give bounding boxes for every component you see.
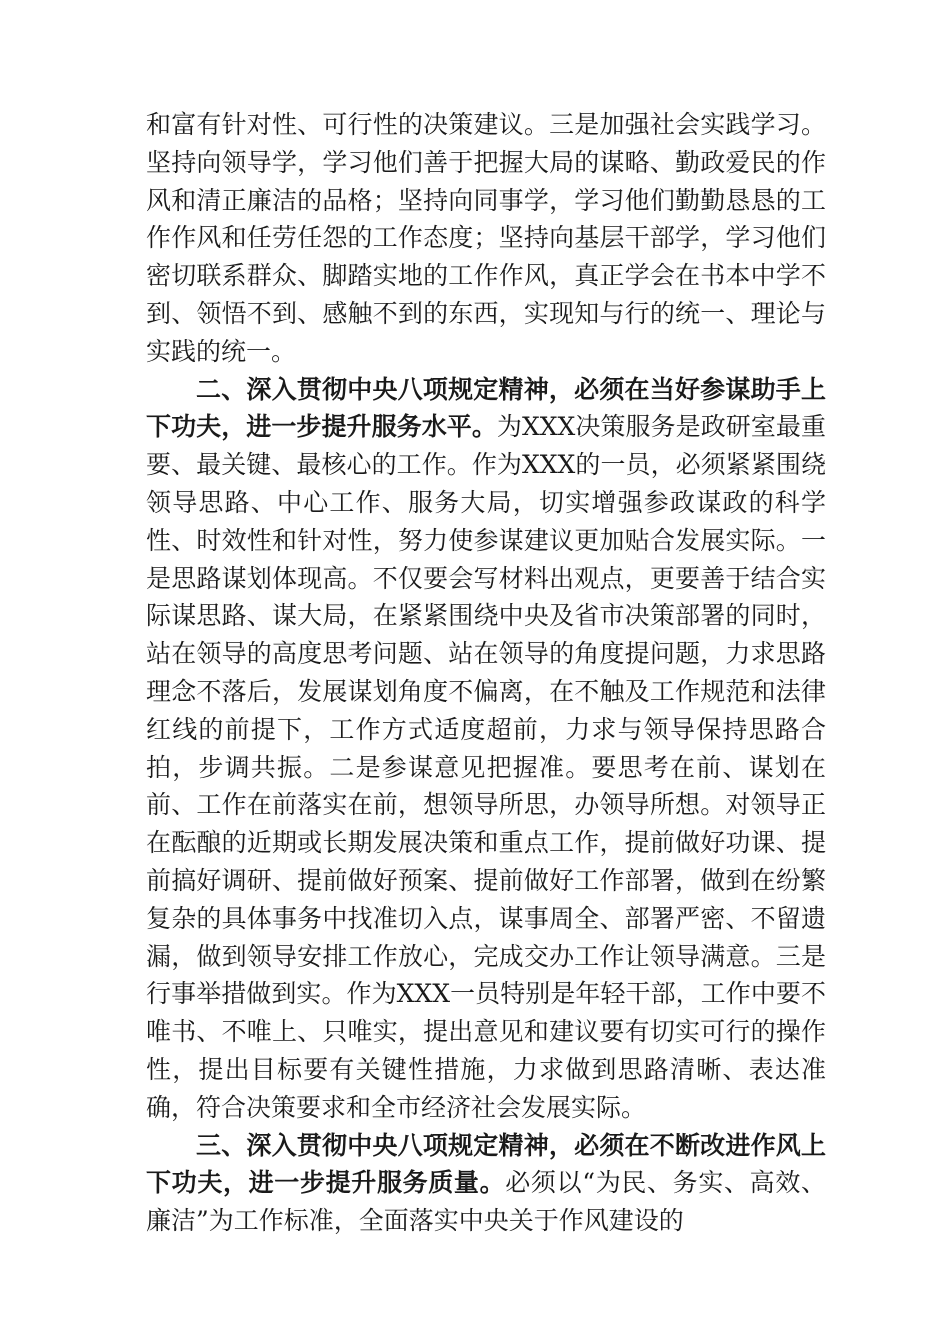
document-page [146, 106, 826, 1240]
paragraph-text: 为XXX决策服务是政研室最重要、最关键、最核心的工作。作为XXX的一员，必须紧紧围绕领导思路、中心工作、服务大局，切实增强参政谋政的科学性、时效性和针对性，努力使参谋建议更加贴合发展实际。一是思路谋划体现高。不仅要会写材料出观点，更要善于结合实际谋思路、谋大局，在紧紧围绕中央及省市决策部署的同时，站在领导的高度思考问题、站在领导的角度提问题，力求思路理念不落后，发展谋划角度不偏离，在不触及工作规范和法律红线的前提下，工作方式适度超前，力求与领导保持思路合拍，步调共振。二是参谋意见把握准。要思考在前、谋划在前、工作在前落实在前，想领导所思，办领导所想。对领导正在酝酿的近期或长期发展决策和重点工作，提前做好功课、提前搞好调研、提前做好预案、提前做好工作部署，做到在纷繁复杂的具体事务中找准切入点，谋事周全、部署严密、不留遗漏，做到领导安排工作放心，完成交办工作让领导满意。三是行事举措做到实。作为XXX一员特别是年轻干部，工作中要不唯书、不唯上、只唯实，提出意见和建议要有切实可行的操作性，提出目标要有关键性措施，力求做到思路清晰、表达准确，符合决策要求和全市经济社会发展实际。 [146, 412, 826, 1122]
section-heading: 二、深入贯彻中央八项规定精神，必须在当好参谋助手上下功夫，进一步提升服务水平。 [146, 374, 826, 442]
paragraph-text: 必须以“为民、务实、高效、廉洁”为工作标准，全面落实中央关于作风建设的 [146, 1168, 826, 1236]
paragraph-section-3 [146, 1127, 826, 1240]
paragraph-continuation [146, 106, 826, 371]
paragraph-text: 和富有针对性、可行性的决策建议。三是加强社会实践学习。坚持向领导学，学习他们善于把握大局的谋略、勤政爱民的作风和清正廉洁的品格；坚持向同事学，学习他们勤勤恳恳的工作作风和任劳任怨的工作态度；坚持向基层干部学，学习他们密切联系群众、脚踏实地的工作作风，真正学会在书本中学不到、领悟不到、感触不到的东西，实现知与行的统一、理论与实践的统一。 [146, 110, 826, 366]
section-heading: 三、深入贯彻中央八项规定精神，必须在不断改进作风上下功夫，进一步提升服务质量。 [146, 1130, 826, 1198]
paragraph-section-2 [146, 371, 826, 1127]
